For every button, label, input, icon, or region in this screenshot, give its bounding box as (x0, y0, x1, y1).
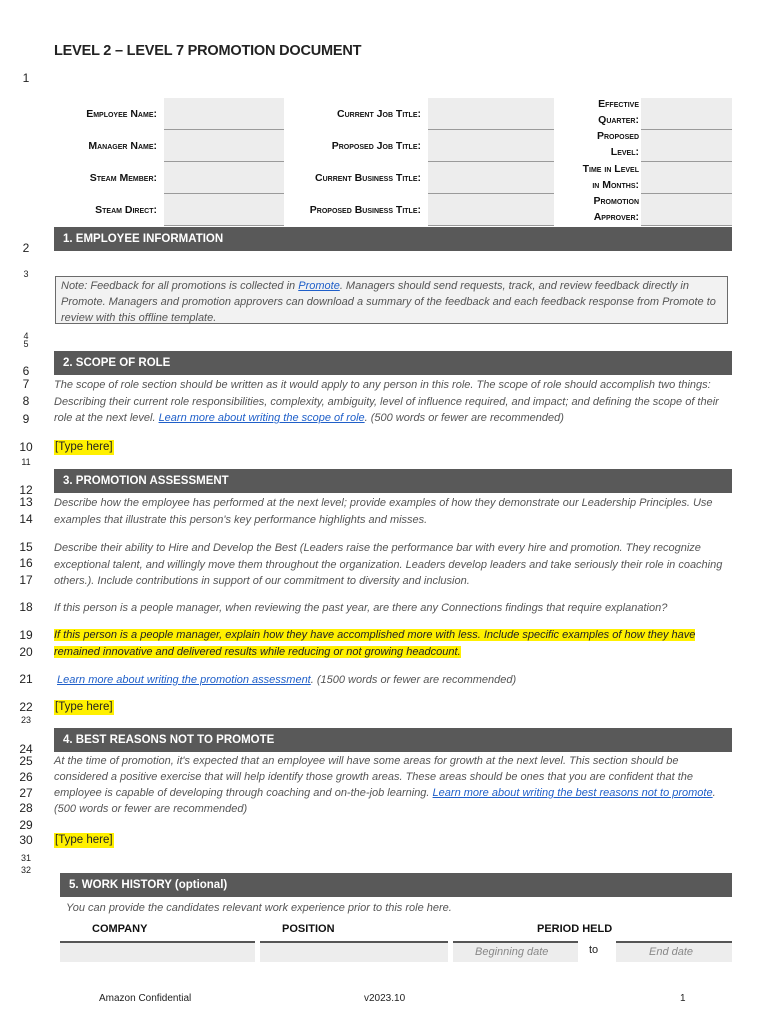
manager-name-field[interactable] (164, 130, 284, 162)
assessment-guidance (57, 672, 737, 689)
line-number: 32 (20, 865, 31, 875)
line-number: 15 (19, 540, 33, 554)
assessment-paragraph-1: Describe how the employee has performed at the next level; provide examples of how they demonstrate our Leadership Principles. Use examples that illustrate this person's key performance highlights and misses. (54, 497, 713, 526)
current-business-title-label: Current Business Title: (315, 172, 421, 184)
time-in-level-label-line: Time in Level (582, 163, 639, 175)
effective-quarter-label (556, 97, 639, 128)
description-text: . (500 words or fewer are recommended) (54, 787, 716, 815)
section-4-header: 4. BEST REASONS NOT TO PROMOTE (54, 728, 732, 752)
section-5-header: 5. WORK HISTORY (optional) (60, 873, 732, 897)
employee-name-field[interactable] (164, 98, 284, 130)
guidance-text: . (1500 words or fewer are recommended) (310, 674, 517, 686)
proposed-job-title-label: Proposed Job Title: (331, 140, 421, 152)
line-number: 1 (22, 71, 30, 85)
section-1-header: 1. EMPLOYEE INFORMATION (54, 227, 732, 251)
scope-of-role-link[interactable]: Learn more about writing the scope of role (158, 412, 365, 424)
description-text: . (500 words or fewer are recommended) (364, 412, 564, 424)
line-number: 11 (21, 457, 31, 467)
time-in-level-label (556, 162, 639, 193)
assessment-paragraph-4 (54, 627, 734, 661)
line-number: 3 (23, 269, 29, 279)
promotion-approver-label-line: Approver: (593, 210, 639, 223)
time-in-level-label-line: in Months: (592, 178, 639, 191)
promotion-approver-field[interactable] (641, 194, 732, 226)
steam-direct-field[interactable] (164, 194, 284, 226)
footer-version: v2023.10 (364, 993, 406, 1004)
section-3-header: 3. PROMOTION ASSESSMENT (54, 469, 732, 493)
company-column-header: COMPANY (92, 923, 148, 935)
proposed-business-title-label: Proposed Business Title: (309, 204, 421, 216)
line-number: 6 (22, 364, 30, 378)
line-number: 23 (20, 715, 31, 725)
proposed-business-title-field[interactable] (428, 194, 554, 226)
position-column-header: POSITION (282, 923, 335, 935)
line-number: 24 (19, 742, 33, 756)
effective-quarter-label-line: Effective (598, 98, 639, 110)
line-number: 5 (23, 339, 29, 349)
proposed-level-field[interactable] (641, 130, 732, 162)
line-number: 17 (19, 573, 33, 587)
line-number: 14 (19, 512, 33, 526)
assessment-paragraph-3: If this person is a people manager, when reviewing the past year, are there any Connections findings that require explanation? (54, 602, 668, 614)
promotion-assessment-input[interactable]: [Type here] (55, 701, 113, 713)
footer-page-number: 1 (680, 993, 686, 1004)
description-text: The scope of role section should be written as it would apply to any person in this role. The scope of role should accomplish two things: Describing their current role responsibilities, complexity, ambiguity, level of influence required, and impact; and defining the scope of their role at the next level. (54, 379, 719, 424)
feedback-note (55, 276, 728, 324)
line-number: 26 (19, 770, 33, 784)
highlighted-text: If this person is a people manager, explain how they have accomplished more with less. Include specific examples of how they have remained innovative and delivered results while reducing or not growing headcount. (54, 629, 696, 658)
manager-name-label: Manager Name: (88, 140, 157, 152)
line-number: 2 (22, 241, 30, 255)
promotion-approver-label-line: Promotion (593, 195, 639, 207)
line-number: 7 (22, 377, 30, 391)
section-2-header: 2. SCOPE OF ROLE (54, 351, 732, 375)
note-text: . Managers should send requests, track, and review feedback directly in Promote. Managers and promotion approvers can download a summary of the feedback and each feedback response from Promote to review with this offline template. (61, 280, 716, 324)
end-date-placeholder: End date (649, 946, 694, 958)
best-reasons-link[interactable]: Learn more about writing the best reasons not to promote (432, 787, 713, 799)
line-number: 21 (19, 672, 33, 686)
position-cell[interactable] (260, 941, 448, 962)
steam-direct-label: Steam Direct: (95, 204, 157, 216)
line-number: 27 (19, 786, 33, 800)
end-date-cell[interactable] (616, 941, 732, 962)
current-business-title-field[interactable] (428, 162, 554, 194)
proposed-job-title-field[interactable] (428, 130, 554, 162)
promote-link[interactable]: Promote (298, 280, 340, 292)
promotion-assessment-link[interactable]: Learn more about writing the promotion assessment (57, 674, 311, 686)
description-text: At the time of promotion, it's expected that an employee will have some areas for growth at the next level. This section should be considered a positive exercise that will help identify those growth areas. These areas should be ones that you are confident that the employee is capable of developing through coaching and on-the-job learning. (54, 755, 693, 799)
current-job-title-field[interactable] (428, 98, 554, 130)
period-held-column-header: PERIOD HELD (537, 923, 613, 935)
line-number: 28 (19, 801, 33, 815)
line-number: 9 (22, 412, 30, 426)
employee-name-label: Employee Name: (86, 108, 157, 120)
line-number: 29 (19, 818, 33, 832)
line-number: 13 (19, 495, 33, 509)
proposed-level-label (556, 129, 639, 160)
scope-of-role-input[interactable]: [Type here] (55, 441, 113, 453)
company-cell[interactable] (60, 941, 255, 962)
steam-member-label: Steam Member: (89, 172, 157, 184)
proposed-level-label-line: Level: (610, 145, 639, 158)
document-title: LEVEL 2 – LEVEL 7 PROMOTION DOCUMENT (54, 43, 362, 59)
footer-confidential: Amazon Confidential (99, 993, 192, 1004)
scope-of-role-description (54, 377, 734, 427)
line-number: 22 (19, 700, 33, 714)
beginning-date-cell[interactable] (453, 941, 578, 962)
line-number: 12 (19, 483, 33, 497)
line-number: 31 (20, 853, 31, 863)
work-history-description: You can provide the candidates relevant work experience prior to this role here. (66, 902, 452, 914)
assessment-paragraph-2: Describe their ability to Hire and Develop the Best (Leaders raise the performance bar with every hire and promotion. They recognize exceptional talent, and willingly move them throughout the organization. Leaders develop leaders and take seriously their role in coaching others.). Include contributions in support of our commitment to diversity and inclusion. (54, 542, 723, 587)
line-number: 10 (19, 440, 33, 454)
steam-member-field[interactable] (164, 162, 284, 194)
line-number: 16 (19, 556, 33, 570)
to-label: to (589, 944, 599, 956)
line-number: 19 (19, 628, 33, 642)
promotion-approver-label (556, 194, 639, 225)
best-reasons-description (54, 753, 734, 817)
line-number: 18 (19, 600, 33, 614)
line-number: 20 (19, 645, 33, 659)
line-number: 30 (19, 833, 33, 847)
line-number: 8 (22, 394, 30, 408)
time-in-level-field[interactable] (641, 162, 732, 194)
effective-quarter-field[interactable] (641, 98, 732, 130)
best-reasons-input[interactable]: [Type here] (55, 834, 113, 846)
line-number: 25 (19, 754, 33, 768)
proposed-level-label-line: Proposed (596, 130, 639, 142)
effective-quarter-label-line: Quarter: (598, 113, 639, 126)
beginning-date-placeholder: Beginning date (475, 946, 549, 958)
current-job-title-label: Current Job Title: (337, 108, 421, 120)
line-number: 4 (23, 331, 29, 341)
note-text: Note: Feedback for all promotions is collected in (61, 280, 299, 292)
